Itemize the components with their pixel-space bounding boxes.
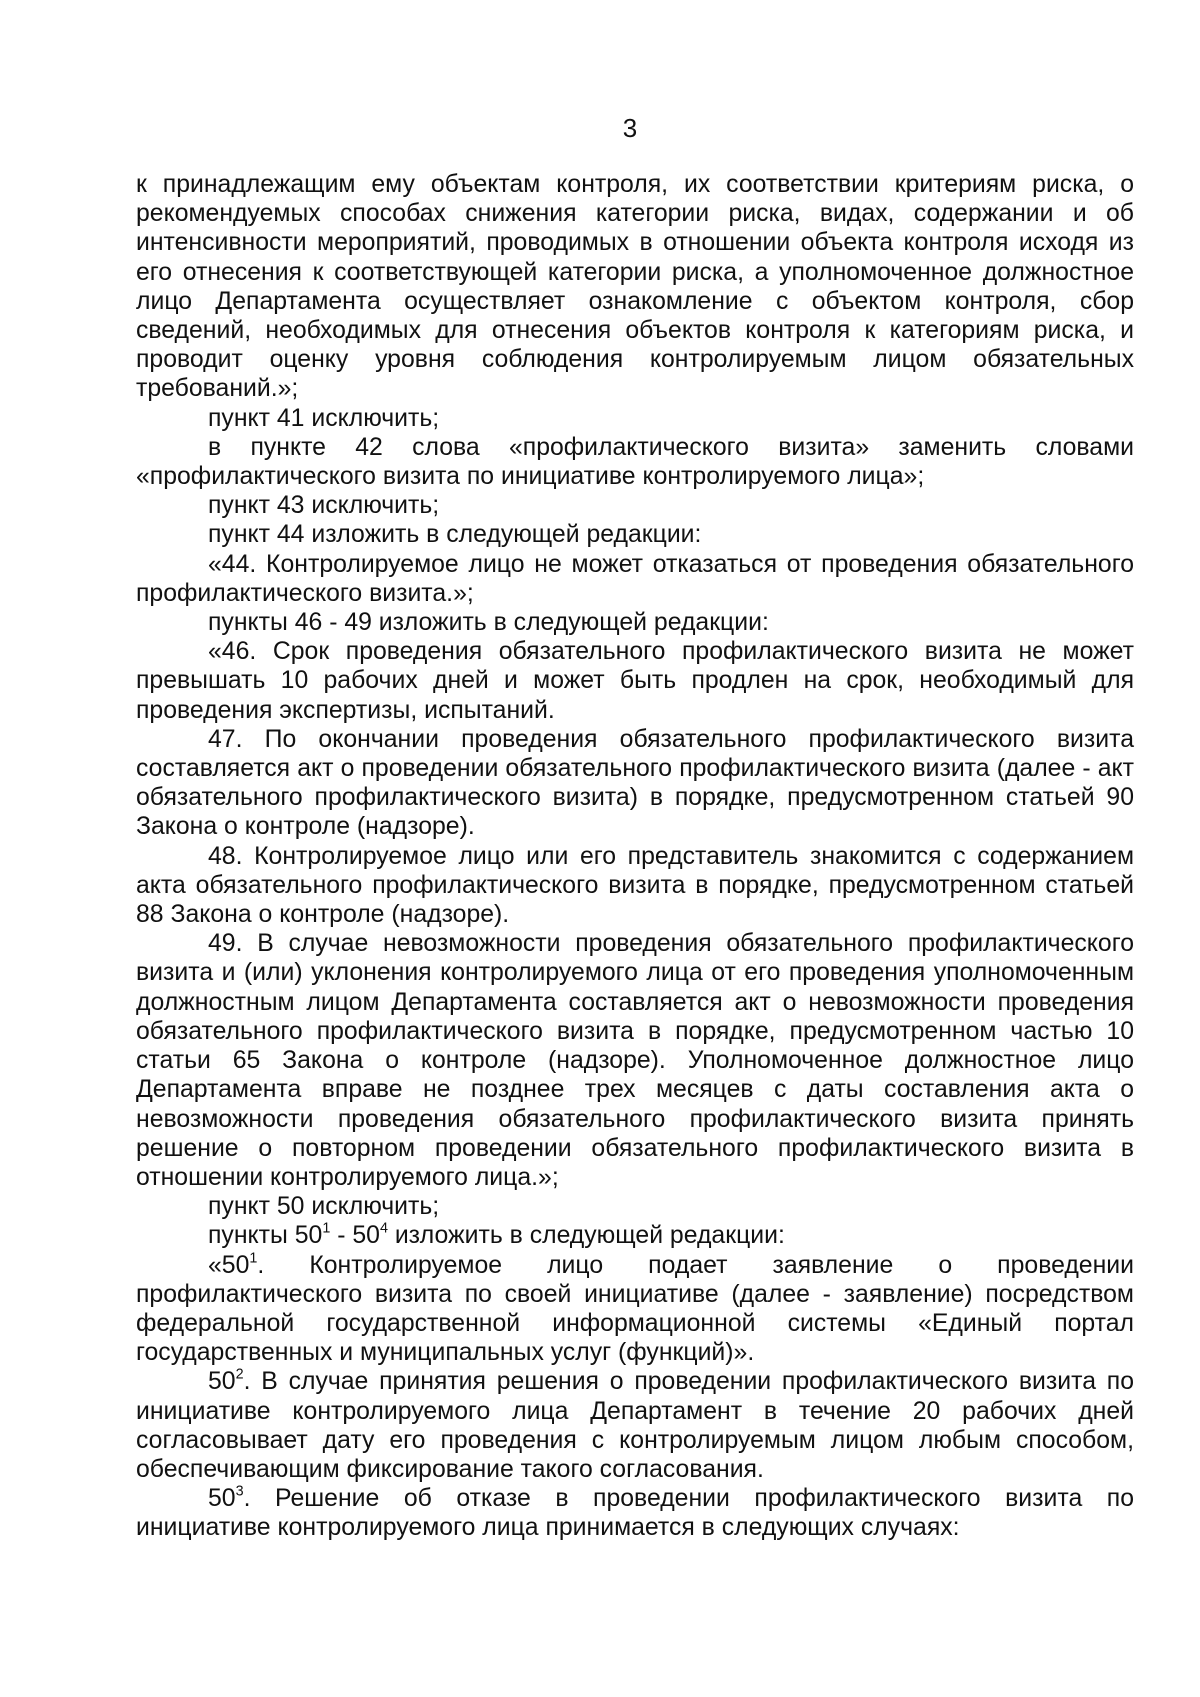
text-segment: пункты 50 xyxy=(208,1222,323,1250)
paragraph-text xyxy=(208,521,701,548)
paragraph-text xyxy=(136,843,1134,928)
body-paragraph xyxy=(136,637,1134,725)
body-paragraph xyxy=(136,1251,1134,1368)
body-paragraph xyxy=(136,608,1134,637)
body-paragraph xyxy=(136,725,1134,842)
body-paragraph xyxy=(136,929,1134,1192)
text-segment: в пункте 42 слова «профилактического визита» заменить словами «профилактического визита по инициативе контролируемого лица»; xyxy=(136,433,1134,491)
text-segment: . Решение об отказе в проведении профилактического визита по инициативе контролируемого лица принимается в следующих случаях: xyxy=(136,1485,1134,1542)
superscript-index: 4 xyxy=(379,1220,388,1237)
superscript-index: 1 xyxy=(322,1220,331,1237)
body-paragraph xyxy=(136,1192,1134,1221)
paragraph-text xyxy=(208,609,769,636)
paragraph-text xyxy=(208,492,439,519)
paragraph-text xyxy=(136,726,1134,841)
text-segment: «44. Контролируемое лицо не может отказаться от проведения обязательного профилактического визита.»; xyxy=(136,550,1134,607)
body-paragraph xyxy=(136,842,1134,930)
body-paragraph xyxy=(136,1484,1134,1542)
body-paragraph xyxy=(136,404,1134,433)
superscript-index: 3 xyxy=(235,1483,244,1500)
text-segment: 50 xyxy=(208,1485,236,1513)
paragraph-text xyxy=(136,551,1134,607)
paragraph-text xyxy=(136,1368,1134,1483)
body-paragraph xyxy=(136,433,1134,491)
text-segment: «46. Срок проведения обязательного профилактического визита не может превышать 10 рабочих дней и может быть продлен на срок, необходимый для проведения экспертизы, испытаний. xyxy=(136,638,1134,724)
text-segment: 49. В случае невозможности проведения обязательного профилактического визита и (или) уклонения контролируемого лица от его проведения уполномоченным должностным лицом Департамента составляется акт о невозможности проведения обязательного профилактического визита в порядке, предусмотренном частью 10 статьи 65 Закона о контроле (надзоре). Уполномоченное должностное лицо Департамента вправе не позднее трех месяцев с даты составления акта о невозможности проведения обязательного профилактического визита принять решение о повторном проведении обязательного профилактического визита в отношении контролируемого лица.»; xyxy=(136,930,1134,1191)
text-segment: пункт 50 исключить; xyxy=(208,1193,440,1221)
paragraph-text xyxy=(136,638,1134,723)
paragraph-text xyxy=(136,930,1134,1191)
paragraph-text xyxy=(208,1222,785,1249)
paragraph-text xyxy=(136,434,1134,490)
page-number: 3 xyxy=(622,113,638,143)
text-segment: изложить в следующей редакции: xyxy=(387,1222,785,1250)
superscript-index: 1 xyxy=(249,1250,258,1267)
text-segment: пункт 41 исключить; xyxy=(208,404,440,432)
text-segment: . Контролируемое лицо подает заявление о проведении профилактического визита по своей инициативе (далее - заявление) посредством федеральной государственной информационной системы «Единый портал государственных и муниципальных услуг (функций)». xyxy=(136,1251,1134,1367)
paragraph-text xyxy=(208,1193,439,1220)
paragraph-text xyxy=(136,1485,1134,1541)
paragraph-text xyxy=(208,405,439,432)
paragraph-text xyxy=(136,1252,1134,1367)
text-segment: пункты 46 - 49 изложить в следующей редакции: xyxy=(208,609,769,637)
text-segment: пункт 43 исключить; xyxy=(208,492,440,520)
text-segment: пункт 44 изложить в следующей редакции: xyxy=(208,521,702,549)
text-segment: 48. Контролируемое лицо или его представитель знакомится с содержанием акта обязательного профилактического визита в порядке, предусмотренном статьей 88 Закона о контроле (надзоре). xyxy=(136,842,1134,929)
body-paragraph xyxy=(136,550,1134,608)
text-segment: - 50 xyxy=(330,1222,380,1250)
body-paragraph xyxy=(136,520,1134,549)
document-body xyxy=(136,170,1134,1543)
body-paragraph xyxy=(136,170,1134,404)
body-paragraph xyxy=(136,1221,1134,1250)
body-paragraph xyxy=(136,491,1134,520)
text-segment: 47. По окончании проведения обязательного профилактического визита составляется акт о проведении обязательного профилактического визита (далее - акт обязательного профилактического визита) в порядке, предусмотренном статьей 90 Закона о контроле (надзоре). xyxy=(136,725,1134,841)
text-segment: 50 xyxy=(208,1368,236,1396)
text-segment: . В случае принятия решения о проведении профилактического визита по инициативе контролируемого лица Департамент в течение 20 рабочих дней согласовывает дату его проведения с контролируемым лицом любым способом, обеспечивающим фиксирование такого согласования. xyxy=(136,1368,1134,1483)
paragraph-text xyxy=(136,171,1134,402)
body-paragraph xyxy=(136,1367,1134,1484)
text-segment: к принадлежащим ему объектам контроля, их соответствии критериям риска, о рекомендуемых способах снижения категории риска, видах, содержании и об интенсивности мероприятий, проводимых в отношении объекта контроля исходя из его отнесения к соответствующей категории риска, а уполномоченное должностное лицо Департамента осуществляет ознакомление с объектом контроля, сбор сведений, необходимых для отнесения объектов контроля к категориям риска, и проводит оценку уровня соблюдения контролируемым лицом обязательных требований.»; xyxy=(136,171,1134,403)
text-segment: «50 xyxy=(208,1251,250,1279)
superscript-index: 2 xyxy=(235,1366,244,1383)
